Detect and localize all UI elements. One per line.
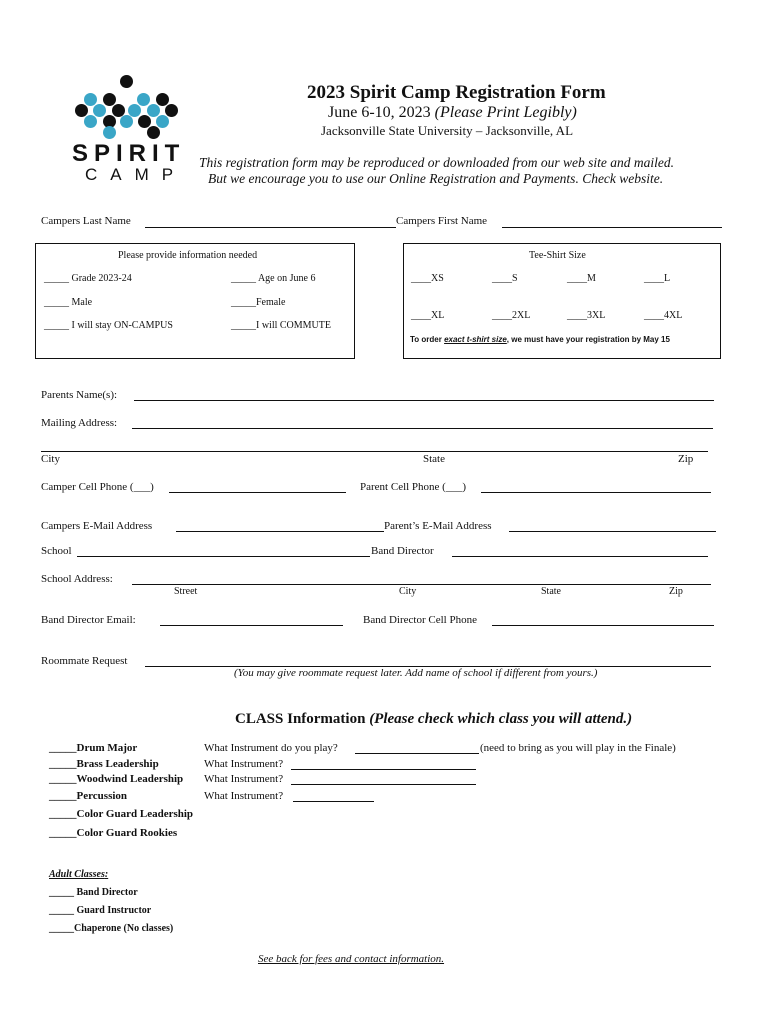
adult-band-director[interactable]: _____ Band Director [49, 887, 138, 898]
class-drum-major[interactable]: _____Drum Major [49, 742, 138, 754]
logo-word-camp: CAMP [85, 165, 187, 184]
parent-email-label: Parent’s E-Mail Address [384, 520, 492, 532]
instrument-2-label: What Instrument? [204, 758, 284, 770]
female-option[interactable]: _____Female [231, 297, 286, 308]
roommate-label: Roommate Request [41, 655, 128, 667]
male-option[interactable]: _____ Male [44, 297, 93, 308]
parent-email-field[interactable] [509, 531, 716, 532]
camper-email-field[interactable] [176, 531, 384, 532]
band-director-cell-field[interactable] [492, 625, 714, 626]
instrument-4-label: What Instrument? [204, 790, 284, 802]
class-info-title: CLASS Information [235, 711, 366, 727]
adult-chaperone[interactable]: _____Chaperone (No classes) [49, 923, 174, 934]
school-state-label: State [541, 586, 561, 597]
camper-first-name-label: Campers First Name [396, 215, 488, 227]
grade-option[interactable]: _____ Grade 2023-24 [44, 273, 132, 284]
roommate-note: (You may give roommate request later. Add name of school if different from yours.) [234, 667, 598, 679]
camper-last-name-field[interactable] [145, 227, 396, 228]
tshirt-note-after: , we must have your registration by May 15 [506, 335, 670, 344]
school-zip-label: Zip [669, 586, 683, 597]
camp-location: Jacksonville State University – Jacksonville, AL [321, 123, 574, 138]
adult-guard-instructor[interactable]: _____ Guard Instructor [49, 905, 152, 916]
tshirt-size-l[interactable]: ____L [644, 273, 671, 284]
camper-email-label: Campers E-Mail Address [41, 520, 153, 532]
class-info-heading [235, 711, 632, 728]
school-city-label: City [399, 586, 417, 597]
logo-word-spirit: SPIRIT [72, 140, 186, 167]
band-director-label: Band Director [371, 545, 434, 557]
class-woodwind-leadership[interactable]: _____Woodwind Leadership [49, 773, 184, 785]
notice-line-2: But we encourage you to use our Online Registration and Payments. Check website. [208, 171, 664, 186]
on-campus-option[interactable]: _____ I will stay ON-CAMPUS [44, 320, 173, 331]
school-field[interactable] [77, 556, 370, 557]
parents-name-field[interactable] [134, 400, 714, 401]
class-brass-leadership[interactable]: _____Brass Leadership [49, 758, 159, 770]
tshirt-size-3xl[interactable]: ____3XL [567, 310, 606, 321]
footer-note: See back for fees and contact information. [258, 953, 445, 965]
class-info-note: (Please check which class you will attend.) [369, 711, 633, 727]
parent-cell-field[interactable] [481, 492, 711, 493]
parents-name-label: Parents Name(s): [41, 389, 118, 401]
instrument-1-note: (need to bring as you will play in the Finale) [480, 742, 676, 754]
tshirt-size-2xl[interactable]: ____2XL [492, 310, 531, 321]
band-director-email-label: Band Director Email: [41, 614, 136, 626]
camper-cell-label: Camper Cell Phone (___) [41, 481, 154, 493]
school-address-label: School Address: [41, 573, 113, 585]
commute-option[interactable]: _____I will COMMUTE [231, 320, 331, 331]
notice-line-1: This registration form may be reproduced or downloaded from our web site and mailed. [199, 155, 674, 170]
tshirt-heading: Tee-Shirt Size [529, 250, 586, 261]
zip-label: Zip [678, 453, 694, 465]
tshirt-size-xl[interactable]: ____XL [411, 310, 445, 321]
age-option[interactable]: _____ Age on June 6 [231, 273, 316, 284]
class-color-guard-leadership[interactable]: _____Color Guard Leadership [49, 808, 194, 820]
tshirt-note-before: To order [410, 335, 445, 344]
tshirt-size-xs[interactable]: ____XS [411, 273, 444, 284]
tshirt-size-s[interactable]: ____S [492, 273, 518, 284]
band-director-field[interactable] [452, 556, 708, 557]
tshirt-order-note [410, 335, 670, 344]
adult-classes-heading: Adult Classes: [49, 869, 109, 880]
mailing-address-label: Mailing Address: [41, 417, 118, 429]
band-director-cell-label: Band Director Cell Phone [363, 614, 477, 626]
state-label: State [423, 453, 445, 465]
instrument-3-field[interactable] [291, 784, 476, 785]
camper-last-name-label: Campers Last Name [41, 215, 131, 227]
tshirt-size-4xl[interactable]: ____4XL [644, 310, 683, 321]
street-label: Street [174, 586, 198, 597]
adult-classes-heading-text: Adult Classes [49, 869, 105, 880]
instrument-3-label: What Instrument? [204, 773, 284, 785]
school-address-field[interactable] [132, 584, 711, 585]
camper-cell-field[interactable] [169, 492, 346, 493]
parent-cell-label: Parent Cell Phone (___) [360, 481, 467, 493]
tshirt-note-link: exact t-shirt size [444, 335, 507, 344]
city-state-zip-field[interactable] [41, 451, 708, 452]
instrument-1-field[interactable] [355, 753, 479, 754]
instrument-2-field[interactable] [291, 769, 476, 770]
print-legibly-note: (Please Print Legibly) [434, 104, 577, 121]
school-label: School [41, 545, 72, 557]
mailing-address-field[interactable] [132, 428, 713, 429]
tshirt-size-m[interactable]: ____M [567, 273, 596, 284]
instrument-1-label: What Instrument do you play? [204, 742, 338, 754]
form-title: 2023 Spirit Camp Registration Form [307, 82, 606, 103]
city-label: City [41, 453, 60, 465]
camp-dates-text: June 6-10, 2023 [328, 104, 431, 121]
class-percussion[interactable]: _____Percussion [49, 790, 128, 802]
class-color-guard-rookies[interactable]: _____Color Guard Rookies [49, 827, 178, 839]
camper-first-name-field[interactable] [502, 227, 722, 228]
camp-dates [328, 104, 577, 122]
info-box-heading: Please provide information needed [118, 250, 258, 261]
instrument-4-field[interactable] [293, 801, 374, 802]
band-director-email-field[interactable] [160, 625, 343, 626]
